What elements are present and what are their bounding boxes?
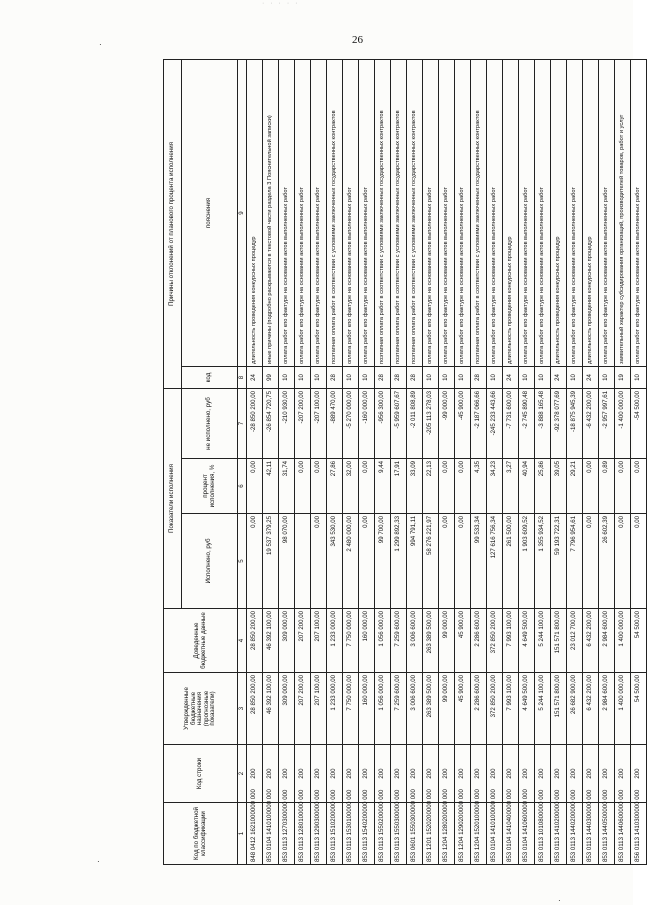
rotated-table-container	[163, 60, 642, 865]
approved-cell: 6 432 200,00	[583, 673, 599, 745]
not-executed-cell: -205 113 278,03	[423, 388, 439, 458]
brought-cell: 45 900,00	[455, 609, 471, 673]
executed-cell: 0,00	[615, 514, 631, 609]
table-row	[471, 59, 487, 864]
budget-class-cell: 853 0113 1280100000 000	[295, 803, 311, 865]
table-row	[615, 59, 631, 864]
column-index-row	[238, 59, 247, 864]
reason-code-cell: 24	[583, 366, 599, 388]
not-executed-cell: -26 854 720,75	[263, 388, 279, 458]
budget-class-cell: 853 0113 1510200000 000	[327, 803, 343, 865]
not-executed-cell: -3 888 165,48	[535, 388, 551, 458]
budget-class-cell: 853 0113 1550200000 000	[375, 803, 391, 865]
percent-cell: 0,00	[631, 459, 647, 514]
approved-cell: 99 000,00	[439, 673, 455, 745]
header-approved: Утвержденные бюджетные назначения (прогнозные показатели)	[164, 673, 238, 745]
approved-cell: 1 056 000,00	[375, 673, 391, 745]
reason-code-cell: 10	[423, 366, 439, 388]
row-code-cell: 200	[455, 745, 471, 803]
percent-cell: 0,00	[439, 459, 455, 514]
table-row	[551, 59, 567, 864]
explanation-cell: иные причины (подробно раскрываются в текстовой части раздела 3 Пояснительной записки)	[263, 59, 279, 366]
explanation-cell: длительность проведения конкурсных процедур	[247, 59, 263, 366]
reason-code-cell: 10	[311, 366, 327, 388]
budget-class-cell: 853 0113 1440300000 000	[583, 803, 599, 865]
approved-cell: 7 259 600,00	[391, 673, 407, 745]
brought-cell: 6 432 200,00	[583, 609, 599, 673]
header-indicators: Показатели исполнения	[164, 388, 182, 608]
percent-cell: 0,00	[455, 459, 471, 514]
explanation-cell: оплата работ кпо фактуре на основании актов выполненных работ	[535, 59, 551, 366]
executed-cell: 0,00	[455, 514, 471, 609]
percent-cell: 0,89	[599, 459, 615, 514]
row-code-cell: 200	[343, 745, 359, 803]
percent-cell: 22,13	[423, 459, 439, 514]
column-index-cell: 4	[238, 609, 247, 673]
brought-cell: 28 850 200,00	[247, 609, 263, 673]
explanation-cell: оплата работ кпо фактуре на основании актов выполненных работ	[279, 59, 295, 366]
budget-class-cell: 853 1204 1290200000 000	[455, 803, 471, 865]
explanation-cell: поэтапная оплата работ в соответствии с условиями заключенных государственных контрактов	[407, 59, 423, 366]
brought-cell: 2 984 600,00	[599, 609, 615, 673]
table-row	[439, 59, 455, 864]
row-code-cell: 200	[503, 745, 519, 803]
percent-cell: 17,91	[391, 459, 407, 514]
approved-cell: 3 006 600,00	[407, 673, 423, 745]
percent-cell: 27,86	[327, 459, 343, 514]
percent-cell: 3,27	[503, 459, 519, 514]
executed-cell: 7 796 954,61	[567, 514, 583, 609]
approved-cell: 2 984 600,00	[599, 673, 615, 745]
percent-cell: 9,44	[375, 459, 391, 514]
approved-cell: 151 571 800,00	[551, 673, 567, 745]
header-percent: процент исполнения, %	[182, 459, 238, 514]
row-code-cell: 200	[263, 745, 279, 803]
reason-code-cell: 24	[551, 366, 567, 388]
executed-cell	[295, 514, 311, 609]
row-code-cell: 200	[391, 745, 407, 803]
row-code-cell: 200	[551, 745, 567, 803]
brought-cell: 7 259 600,00	[391, 609, 407, 673]
row-code-cell: 200	[599, 745, 615, 803]
percent-cell: 40,94	[519, 459, 535, 514]
explanation-cell: оплата работ кпо фактуре на основании актов выполненных работ	[311, 59, 327, 366]
explanation-cell: оплата работ кпо фактуре на основании актов выполненных работ	[519, 59, 535, 366]
executed-cell: 99 700,00	[375, 514, 391, 609]
percent-cell: 31,74	[279, 459, 295, 514]
page-number: 26	[352, 34, 363, 46]
table-row	[583, 59, 599, 864]
reason-code-cell: 28	[375, 366, 391, 388]
budget-class-cell: 853 0113 1290300000 000	[311, 803, 327, 865]
approved-cell: 7 750 000,00	[343, 673, 359, 745]
row-code-cell: 200	[631, 745, 647, 803]
brought-cell: 3 006 600,00	[407, 609, 423, 673]
not-executed-cell: -160 000,00	[359, 388, 375, 458]
explanation-cell: поэтапная оплата работ в соответствии с условиями заключенных государственных контрактов	[471, 59, 487, 366]
header-code-row: Код строки	[164, 745, 238, 803]
budget-class-cell: 848 0412 1621000000 000	[247, 803, 263, 865]
executed-cell: 1 355 934,52	[535, 514, 551, 609]
row-code-cell: 200	[327, 745, 343, 803]
reason-code-cell: 28	[327, 366, 343, 388]
brought-cell: 23 012 700,00	[567, 609, 583, 673]
table-row	[359, 59, 375, 864]
scan-speck: ·	[99, 40, 102, 49]
table-body	[247, 59, 647, 864]
not-executed-cell: -2 011 808,89	[407, 388, 423, 458]
percent-cell: 25,86	[535, 459, 551, 514]
not-executed-cell: -210 930,00	[279, 388, 295, 458]
not-executed-cell: -18 875 945,39	[567, 388, 583, 458]
column-index-cell: 1	[238, 803, 247, 865]
percent-cell: 39,05	[551, 459, 567, 514]
executed-cell: 261 500,00	[503, 514, 519, 609]
brought-cell: 4 649 500,00	[519, 609, 535, 673]
explanation-cell: оплата работ кпо фактуре на основании актов выполненных работ	[487, 59, 503, 366]
budget-class-cell: 853 0113 1530100000 000	[343, 803, 359, 865]
not-executed-cell: -6 432 200,00	[583, 388, 599, 458]
brought-cell: 207 100,00	[311, 609, 327, 673]
table-row	[535, 59, 551, 864]
column-index-cell: 2	[238, 745, 247, 803]
reason-code-cell: 28	[407, 366, 423, 388]
not-executed-cell: -245 233 443,66	[487, 388, 503, 458]
not-executed-cell: -889 470,00	[327, 388, 343, 458]
percent-cell: 0,00	[615, 459, 631, 514]
explanation-cell: оплата работ кпо фактуре на основании актов выполненных работ	[631, 59, 647, 366]
reason-code-cell: 10	[487, 366, 503, 388]
executed-cell: 2 480 000,00	[343, 514, 359, 609]
column-index-cell: 6	[238, 459, 247, 514]
row-code-cell: 200	[471, 745, 487, 803]
percent-cell: 0,00	[247, 459, 263, 514]
row-code-cell: 200	[279, 745, 295, 803]
header-not-executed: не исполнено, руб	[182, 388, 238, 458]
approved-cell: 207 200,00	[295, 673, 311, 745]
executed-cell: 127 616 756,34	[487, 514, 503, 609]
not-executed-cell: -99 000,00	[439, 388, 455, 458]
explanation-cell: оплата работ кпо фактуре на основании актов выполненных работ	[439, 59, 455, 366]
header-execution: Исполнено, руб	[182, 514, 238, 609]
brought-cell: 372 850 200,00	[487, 609, 503, 673]
header-explanation: пояснения	[182, 59, 238, 366]
reason-code-cell: 10	[439, 366, 455, 388]
not-executed-cell: -45 900,00	[455, 388, 471, 458]
table-row	[295, 59, 311, 864]
not-executed-cell: -2 745 890,48	[519, 388, 535, 458]
reason-code-cell: 10	[519, 366, 535, 388]
approved-cell: 46 392 100,00	[263, 673, 279, 745]
row-code-cell: 200	[439, 745, 455, 803]
not-executed-cell: -2 187 066,66	[471, 388, 487, 458]
reason-code-cell: 19	[615, 366, 631, 388]
table-row	[567, 59, 583, 864]
brought-cell: 46 392 100,00	[263, 609, 279, 673]
reason-code-cell: 10	[295, 366, 311, 388]
budget-class-cell: 856 0113 1410300000 000	[631, 803, 647, 865]
explanation-cell: оплата работ кпо фактуре на основании актов выполненных работ	[295, 59, 311, 366]
budget-class-cell: 853 0113 1270300000 000	[279, 803, 295, 865]
brought-cell: 1 233 000,00	[327, 609, 343, 673]
approved-cell: 1 400 000,00	[615, 673, 631, 745]
table-row	[343, 59, 359, 864]
percent-cell: 32,00	[343, 459, 359, 514]
scan-speck: ·	[97, 857, 100, 866]
table-row	[455, 59, 471, 864]
explanation-cell: поэтапная оплата работ в соответствии с условиями заключенных государственных контрактов	[375, 59, 391, 366]
percent-cell: 0,00	[359, 459, 375, 514]
explanation-cell: оплата работ кпо фактуре на основании актов выполненных работ	[359, 59, 375, 366]
row-code-cell: 200	[295, 745, 311, 803]
reason-code-cell: 10	[279, 366, 295, 388]
reason-code-cell: 10	[455, 366, 471, 388]
budget-class-cell: 853 0104 1410400000 000	[503, 803, 519, 865]
row-code-cell: 200	[615, 745, 631, 803]
table-row	[407, 59, 423, 864]
executed-cell: 98 070,00	[279, 514, 295, 609]
reason-code-cell: 10	[599, 366, 615, 388]
explanation-cell: оплата работ кпо фактуре на основании актов выполненных работ	[599, 59, 615, 366]
reason-code-cell: 10	[359, 366, 375, 388]
budget-class-cell: 853 0113 1010800000 000	[535, 803, 551, 865]
header-brought: Доведенные бюджетные данные	[164, 609, 238, 673]
row-code-cell: 200	[423, 745, 439, 803]
percent-cell: 42,11	[263, 459, 279, 514]
reason-code-cell: 24	[247, 366, 263, 388]
reason-code-cell: 10	[567, 366, 583, 388]
table-row	[375, 59, 391, 864]
percent-cell: 4,35	[471, 459, 487, 514]
table-row	[263, 59, 279, 864]
approved-cell: 309 000,00	[279, 673, 295, 745]
table-row	[311, 59, 327, 864]
executed-cell: 0,00	[631, 514, 647, 609]
column-index-cell: 5	[238, 514, 247, 609]
budget-class-cell: 853 0601 1550300000 000	[407, 803, 423, 865]
brought-cell: 7 750 000,00	[343, 609, 359, 673]
reason-code-cell: 10	[535, 366, 551, 388]
approved-cell: 372 850 200,00	[487, 673, 503, 745]
table-row	[279, 59, 295, 864]
executed-cell: 1 903 609,52	[519, 514, 535, 609]
not-executed-cell: -92 378 077,69	[551, 388, 567, 458]
not-executed-cell: -54 500,00	[631, 388, 647, 458]
approved-cell: 7 993 100,00	[503, 673, 519, 745]
table-row	[519, 59, 535, 864]
table-row	[599, 59, 615, 864]
not-executed-cell: -5 959 607,67	[391, 388, 407, 458]
row-code-cell: 200	[247, 745, 263, 803]
budget-class-cell: 853 0104 1410100000 000	[263, 803, 279, 865]
percent-cell: 0,00	[583, 459, 599, 514]
row-code-cell: 200	[519, 745, 535, 803]
budget-class-cell: 853 0113 1440500000 000	[599, 803, 615, 865]
brought-cell: 2 286 600,00	[471, 609, 487, 673]
brought-cell: 1 400 000,00	[615, 609, 631, 673]
top-mark: · · · · ·	[262, 0, 300, 7]
budget-class-cell: 853 0113 1410200000 000	[551, 803, 567, 865]
approved-cell: 45 900,00	[455, 673, 471, 745]
budget-class-cell: 853 0104 1410600000 000	[519, 803, 535, 865]
row-code-cell: 200	[359, 745, 375, 803]
percent-cell: 0,00	[295, 459, 311, 514]
column-index-cell: 7	[238, 388, 247, 458]
explanation-cell: поэтапная оплата работ в соответствии с условиями заключенных государственных контрактов	[391, 59, 407, 366]
brought-cell: 207 200,00	[295, 609, 311, 673]
explanation-cell: поэтапная оплата работ в соответствии с условиями заключенных государственных контрактов	[327, 59, 343, 366]
table-row	[423, 59, 439, 864]
approved-cell: 1 233 000,00	[327, 673, 343, 745]
brought-cell: 7 993 100,00	[503, 609, 519, 673]
not-executed-cell: -7 731 600,00	[503, 388, 519, 458]
budget-class-cell: 853 0113 1540200000 000	[359, 803, 375, 865]
executed-cell: 26 602,39	[599, 514, 615, 609]
explanation-cell: длительность проведения конкурсных процедур	[551, 59, 567, 366]
table-row	[247, 59, 263, 864]
not-executed-cell: -1 400 000,00	[615, 388, 631, 458]
row-code-cell: 200	[407, 745, 423, 803]
brought-cell: 5 244 100,00	[535, 609, 551, 673]
executed-cell: 99 533,34	[471, 514, 487, 609]
brought-cell: 309 000,00	[279, 609, 295, 673]
table-row	[327, 59, 343, 864]
executed-cell: 19 537 379,25	[263, 514, 279, 609]
budget-class-cell: 853 0113 1550300000 000	[391, 803, 407, 865]
budget-class-cell: 853 0113 1440200000 000	[567, 803, 583, 865]
table-row	[631, 59, 647, 864]
reason-code-cell: 10	[343, 366, 359, 388]
table-row	[503, 59, 519, 864]
budget-class-cell: 853 1201 1520200000 000	[423, 803, 439, 865]
reason-code-cell: 24	[503, 366, 519, 388]
approved-cell: 28 850 200,00	[247, 673, 263, 745]
row-code-cell: 200	[487, 745, 503, 803]
not-executed-cell: -956 300,00	[375, 388, 391, 458]
approved-cell: 160 000,00	[359, 673, 375, 745]
brought-cell: 1 056 000,00	[375, 609, 391, 673]
row-code-cell: 200	[583, 745, 599, 803]
reason-code-cell: 99	[263, 366, 279, 388]
reason-code-cell: 28	[471, 366, 487, 388]
executed-cell: 59 193 722,31	[551, 514, 567, 609]
approved-cell: 207 100,00	[311, 673, 327, 745]
approved-cell: 5 244 100,00	[535, 673, 551, 745]
budget-class-cell: 853 0104 1410100000 000	[487, 803, 503, 865]
approved-cell: 26 682 900,00	[567, 673, 583, 745]
brought-cell: 54 500,00	[631, 609, 647, 673]
executed-cell: 58 276 221,97	[423, 514, 439, 609]
percent-cell: 29,21	[567, 459, 583, 514]
brought-cell: 263 389 500,00	[423, 609, 439, 673]
explanation-cell: оплата работ кпо фактуре на основании актов выполненных работ	[423, 59, 439, 366]
approved-cell: 54 500,00	[631, 673, 647, 745]
not-executed-cell: -28 850 200,00	[247, 388, 263, 458]
executed-cell: 0,00	[311, 514, 327, 609]
percent-cell: 0,00	[311, 459, 327, 514]
column-index-cell: 9	[238, 59, 247, 366]
approved-cell: 263 389 500,00	[423, 673, 439, 745]
header-code: код	[182, 366, 238, 388]
row-code-cell: 200	[567, 745, 583, 803]
approved-cell: 2 286 600,00	[471, 673, 487, 745]
explanation-cell: заявительный характер субсидирования организаций, производителей товаров, работ и услуг	[615, 59, 631, 366]
explanation-cell: длительность проведения конкурсных процедур	[583, 59, 599, 366]
not-executed-cell: -207 100,00	[311, 388, 327, 458]
table-row	[487, 59, 503, 864]
budget-class-cell: 853 0113 1440600000 000	[615, 803, 631, 865]
explanation-cell: оплата работ кпо фактуре на основании актов выполненных работ	[567, 59, 583, 366]
execution-table	[163, 59, 647, 865]
executed-cell: 343 530,00	[327, 514, 343, 609]
executed-cell: 1 299 892,33	[391, 514, 407, 609]
not-executed-cell: -5 270 000,00	[343, 388, 359, 458]
reason-code-cell: 10	[631, 366, 647, 388]
column-index-cell: 3	[238, 673, 247, 745]
header-reasons: Причины отклонений от планового процента исполнения	[164, 59, 182, 388]
executed-cell: 994 791,11	[407, 514, 423, 609]
header-code-class: Код по бюджетной классификации	[164, 803, 238, 865]
column-index-cell: 8	[238, 366, 247, 388]
reason-code-cell: 28	[391, 366, 407, 388]
not-executed-cell: -2 957 997,61	[599, 388, 615, 458]
brought-cell: 160 000,00	[359, 609, 375, 673]
approved-cell: 4 649 500,00	[519, 673, 535, 745]
budget-class-cell: 853 1204 1280200000 000	[439, 803, 455, 865]
row-code-cell: 200	[535, 745, 551, 803]
percent-cell: 34,23	[487, 459, 503, 514]
row-code-cell: 200	[375, 745, 391, 803]
executed-cell: 0,00	[583, 514, 599, 609]
explanation-cell: оплата работ кпо фактуре на основании актов выполненных работ	[343, 59, 359, 366]
executed-cell: 0,00	[247, 514, 263, 609]
row-code-cell: 200	[311, 745, 327, 803]
brought-cell: 151 571 800,00	[551, 609, 567, 673]
percent-cell: 33,09	[407, 459, 423, 514]
explanation-cell: длительность проведения конкурсных процедур	[503, 59, 519, 366]
budget-class-cell: 853 1204 1520100000 000	[471, 803, 487, 865]
executed-cell: 0,00	[439, 514, 455, 609]
brought-cell: 99 000,00	[439, 609, 455, 673]
not-executed-cell: -207 200,00	[295, 388, 311, 458]
scan-speck: ·	[558, 896, 561, 905]
executed-cell: 0,00	[359, 514, 375, 609]
table-row	[391, 59, 407, 864]
explanation-cell: оплата работ кпо фактуре на основании актов выполненных работ	[455, 59, 471, 366]
